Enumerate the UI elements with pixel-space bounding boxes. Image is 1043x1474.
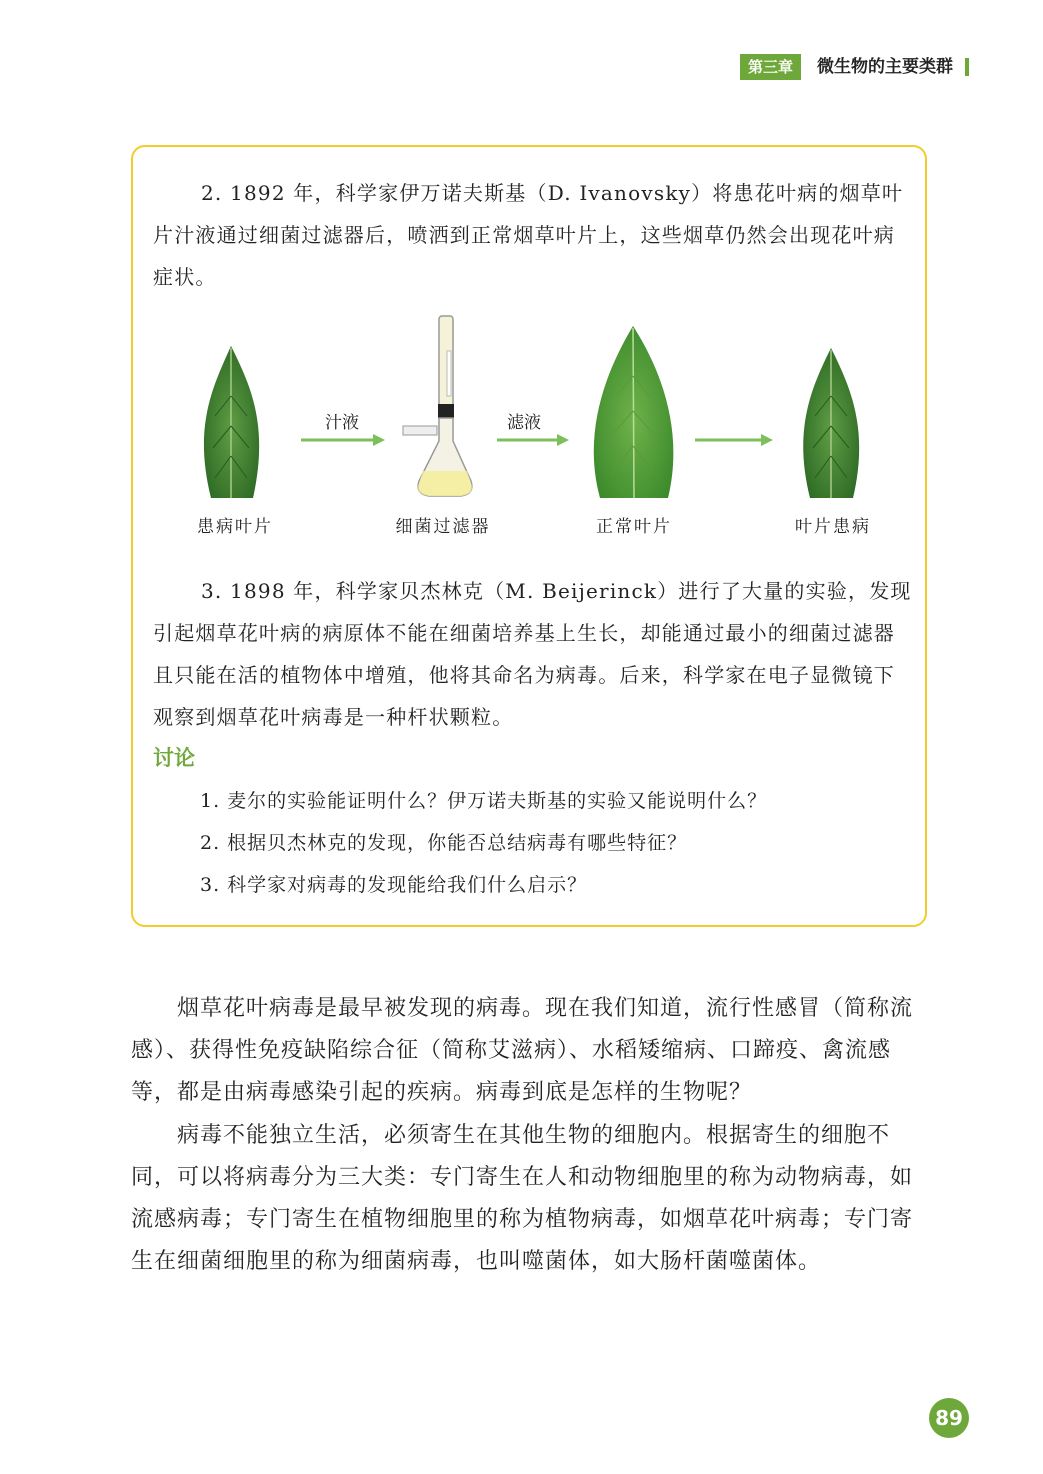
discussion-question: 3. 科学家对病毒的发现能给我们什么启示？ — [200, 874, 588, 896]
arrow-filtrate — [497, 434, 569, 446]
filter-experiment-figure — [153, 306, 913, 556]
discussion-heading: 讨论 — [153, 746, 195, 770]
label-leaf-infected: 叶片患病 — [795, 517, 871, 537]
bacterial-filter — [403, 316, 472, 496]
body-paragraph: 病毒不能独立生活，必须寄生在其他生物的细胞内。根据寄生的细胞不同，可以将病毒分为三大类：专门寄生在人和动物细胞里的称为动物病毒，如流感病毒；专门寄生在植物细胞里的称为植物病毒，如烟草花叶病毒；专门寄生在细菌细胞里的称为细菌病毒，也叫噬菌体，如大肠杆菌噬菌体。 — [131, 1123, 914, 1274]
discussion-question: 1. 麦尔的实验能证明什么？伊万诺夫斯基的实验又能说明什么？ — [200, 790, 768, 812]
arrow-juice — [301, 434, 385, 446]
label-bacterial-filter: 细菌过滤器 — [395, 517, 491, 537]
discussion-question: 2. 根据贝杰林克的发现，你能否总结病毒有哪些特征？ — [200, 832, 688, 854]
arrow-result — [695, 434, 773, 446]
sick-leaf-2 — [803, 348, 859, 498]
paragraph-beijerinck: 3. 1898 年，科学家贝杰林克（M. Beijerinck）进行了大量的实验，发现引起烟草花叶病的病原体不能在细菌培养基上生长，却能通过最小的细菌过滤器且只能在活的植物体中增殖，他将其命名为病毒。后来，科学家在电子显微镜下观察到烟草花叶病毒是一种杆状颗粒。 — [153, 579, 912, 729]
chapter-tag: 第三章 — [740, 54, 801, 80]
paragraph-ivanovsky: 2. 1892 年，科学家伊万诺夫斯基（D. Ivanovsky）将患花叶病的烟草叶片汁液通过细菌过滤器后，喷洒到正常烟草叶片上，这些烟草仍然会出现花叶病症状。 — [153, 181, 904, 289]
body-paragraph: 烟草花叶病毒是最早被发现的病毒。现在我们知道，流行性感冒（简称流感）、获得性免疫缺陷综合征（简称艾滋病）、水稻矮缩病、口蹄疫、禽流感等，都是由病毒感染引起的疾病。病毒到底是怎样的生物呢？ — [131, 996, 914, 1105]
chapter-title: 微生物的主要类群 — [817, 57, 953, 77]
page-number: 89 — [929, 1398, 969, 1438]
arrow-label-juice: 汁液 — [325, 413, 359, 433]
label-sick-leaf: 患病叶片 — [197, 517, 273, 537]
label-normal-leaf: 正常叶片 — [596, 517, 672, 537]
normal-leaf — [594, 326, 674, 498]
sick-leaf-1 — [204, 346, 259, 498]
chapter-header — [740, 54, 969, 80]
arrow-label-filtrate: 滤液 — [507, 413, 541, 433]
chapter-bar — [965, 58, 969, 76]
